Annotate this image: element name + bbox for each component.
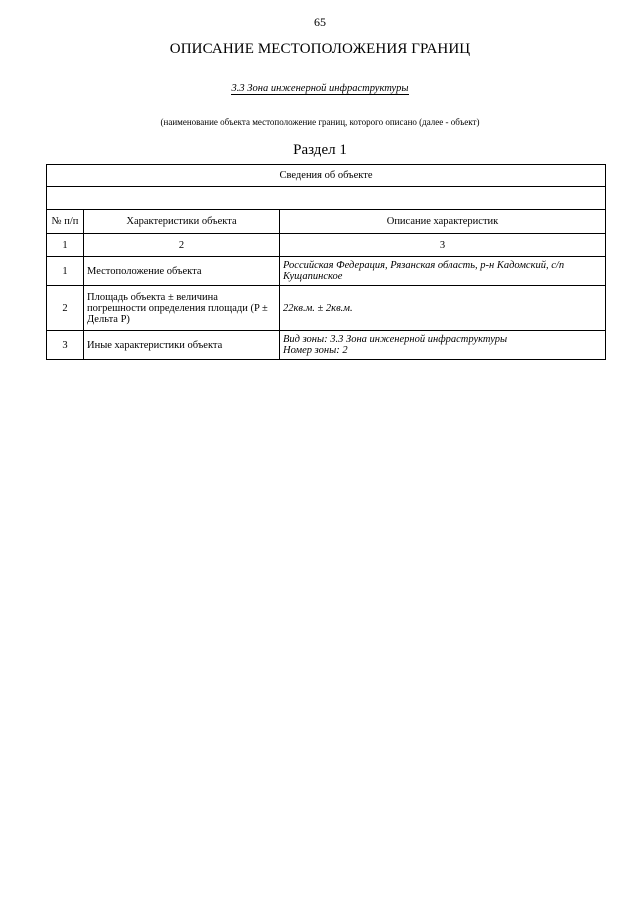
page-number: 65 — [314, 15, 326, 29]
row-characteristic: Площадь объекта ± величина погрешности определения площади (P ± Дельта P) — [84, 286, 280, 331]
object-caption: (наименование объекта местоположение границ, которого описано (далее - объект) — [160, 117, 480, 127]
object-info-table — [46, 164, 606, 360]
object-name — [0, 83, 640, 94]
row-num: 3 — [47, 331, 84, 360]
row-value — [280, 331, 606, 360]
table-row — [47, 286, 606, 331]
table-header-row — [47, 210, 606, 234]
document-title: ОПИСАНИЕ МЕСТОПОЛОЖЕНИЯ ГРАНИЦ — [169, 41, 471, 57]
row-value — [280, 257, 606, 286]
row-value-line: Российская Федерация, Рязанская область, р-н Кадомский, с/п Кущапинское — [283, 260, 565, 282]
row-num: 2 — [47, 286, 84, 331]
row-value-line: Номер зоны: 2 — [283, 345, 348, 356]
column-number: 3 — [280, 234, 606, 257]
table-row — [47, 257, 606, 286]
row-num: 1 — [47, 257, 84, 286]
object-name-text: 3.3 Зона инженерной инфраструктуры — [231, 83, 409, 94]
row-characteristic: Иные характеристики объекта — [84, 331, 280, 360]
section-title: Раздел 1 — [293, 142, 347, 158]
table-title: Сведения об объекте — [47, 165, 606, 187]
column-number: 1 — [47, 234, 84, 257]
table-empty-cell — [47, 187, 606, 210]
header-characteristic: Характеристики объекта — [84, 210, 280, 234]
table-title-row — [47, 165, 606, 187]
row-characteristic: Местоположение объекта — [84, 257, 280, 286]
header-num: № п/п — [47, 210, 84, 234]
row-value-line: 22кв.м. ± 2кв.м. — [283, 302, 353, 314]
column-number-row — [47, 234, 606, 257]
row-value — [280, 286, 606, 331]
column-number: 2 — [84, 234, 280, 257]
header-description: Описание характеристик — [280, 210, 606, 234]
table-empty-row — [47, 187, 606, 210]
table-row — [47, 331, 606, 360]
row-value-line: Вид зоны: 3.3 Зона инженерной инфраструктуры — [283, 334, 508, 345]
